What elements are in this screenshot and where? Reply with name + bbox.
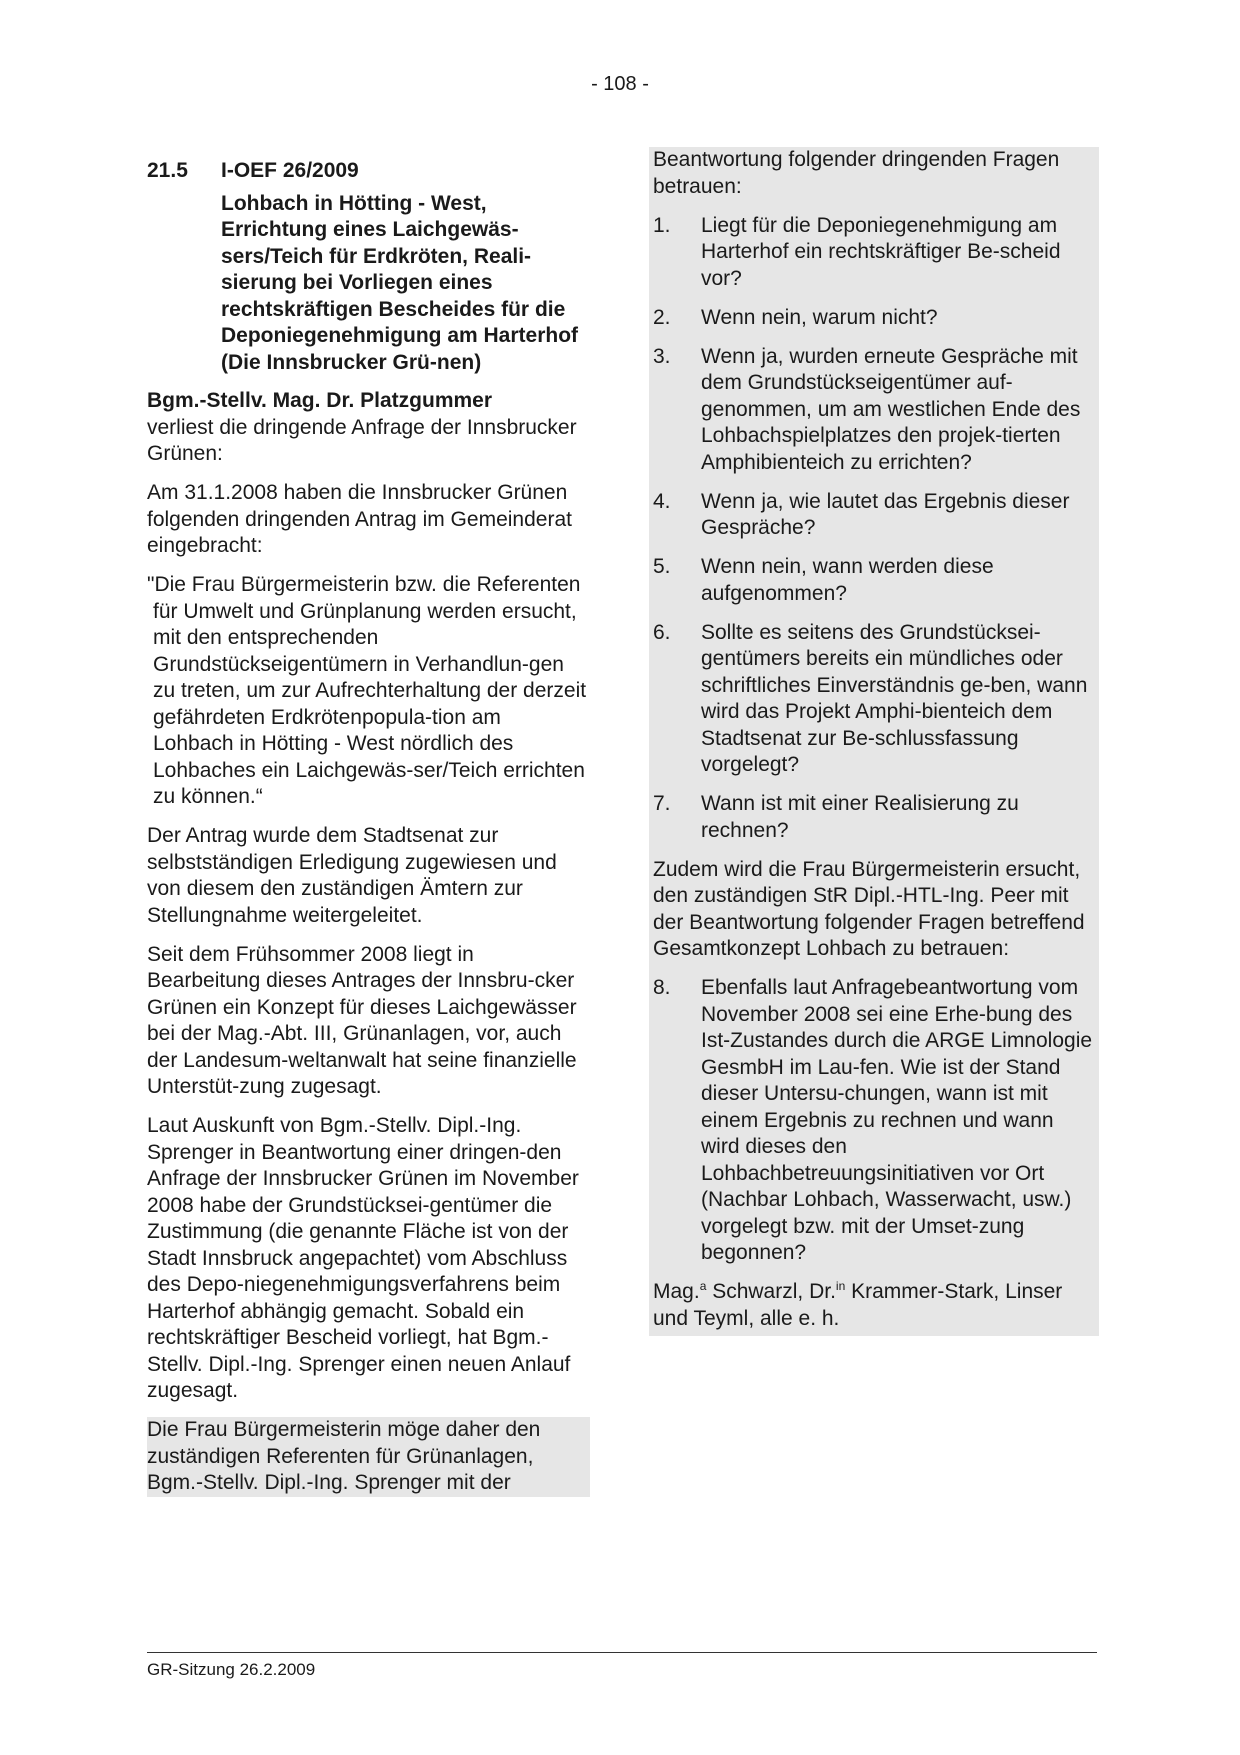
left-column	[147, 158, 587, 1509]
quoted-motion: "Die Frau Bürgermeisterin bzw. die Referenten für Umwelt und Grünplanung werden ersucht, mit den entsprechenden Grundstückseigentümern in Verhandlun-gen zu treten, um zur Aufrechterhaltung der derzeit gefährdeten Erdkrötenpopula-tion am Lohbach in Hötting - West nördlich des Lohbaches ein Laichgewäs-ser/Teich errichten zu können.“	[147, 573, 587, 808]
question-item	[653, 489, 1096, 542]
question-number: 3.	[653, 344, 671, 368]
right-column	[653, 147, 1096, 1336]
item-heading	[147, 158, 587, 185]
footer-divider	[147, 1652, 1097, 1653]
question-text: Wenn nein, wann werden diese aufgenommen?	[701, 555, 994, 605]
question-number: 8.	[653, 976, 671, 999]
question-text: Wenn ja, wie lautet das Ergebnis dieser Gespräche?	[701, 489, 1070, 539]
speaker-paragraph	[147, 388, 587, 468]
question-text: Sollte es seitens des Grundstücksei-gentümers bereits ein mündliches oder schriftliches Einverständnis ge-ben, wann wird das Projekt Amphi-bienteich dem Stadtsenat zur Be-schlussfassung vorgelegt?	[701, 620, 1088, 776]
item-code: I-OEF 26/2009	[221, 159, 359, 182]
shaded-question-block	[649, 147, 1099, 1336]
question-number: 5.	[653, 555, 671, 578]
speaker-rest: verliest die dringende Anfrage der Innsbrucker Grünen:	[147, 415, 577, 465]
question-number: 1.	[653, 213, 671, 237]
question-item	[653, 554, 1096, 607]
question-item	[653, 344, 1096, 477]
sig-superscript-a: a	[699, 1279, 707, 1293]
paragraph-5: Die Frau Bürgermeisterin möge daher den zuständigen Referenten für Grünanlagen, Bgm.-Stellv. Dipl.-Ing. Sprenger mit der	[147, 1417, 590, 1497]
question-item	[653, 975, 1096, 1267]
question-number: 7.	[653, 792, 671, 815]
question-text: Wann ist mit einer Realisierung zu rechnen?	[701, 792, 1019, 842]
sig-mag: Mag.	[653, 1280, 700, 1303]
question-item	[653, 213, 1096, 293]
questions-intro: Beantwortung folgender dringenden Fragen betrauen:	[653, 148, 1060, 198]
speaker-name: Bgm.-Stellv. Mag. Dr. Platzgummer	[147, 389, 493, 412]
footer-text: GR-Sitzung 26.2.2009	[147, 1660, 316, 1679]
paragraph-3: Seit dem Frühsommer 2008 liegt in Bearbeitung dieses Antrages der Innsbru-cker Grünen ein Konzept für dieses Laichgewässer bei der Mag.-Abt. III, Grünanlagen, vor, auch der Landesum-weltanwalt hat seine finanzielle Unterstüt-zung zugesagt.	[147, 942, 577, 1098]
question-item	[653, 791, 1096, 844]
item-title: Lohbach in Hötting - West, Errichtung eines Laichgewäs-sers/Teich für Erdkröten, Reali-sierung bei Vorliegen eines rechtskräftigen Bescheides für die Deponiegenehmigung am Harterhof (Die Innsbrucker Grü-nen)	[221, 191, 579, 374]
sig-superscript-in: in	[835, 1279, 846, 1293]
question-number: 2.	[653, 305, 671, 329]
item-number: 21.5	[147, 159, 188, 182]
sig-rest: Krammer-Stark, Linser und Teyml, alle e. h.	[653, 1280, 1063, 1330]
question-item	[653, 620, 1096, 779]
paragraph-1: Am 31.1.2008 haben die Innsbrucker Grünen folgenden dringenden Antrag im Gemeinderat eingebracht:	[147, 481, 572, 557]
question-text: Wenn ja, wurden erneute Gespräche mit dem Grundstückseigentümer auf-genommen, um am westlichen Ende des Lohbachspielplatzes den projek-tierten Amphibienteich zu errichten?	[701, 344, 1081, 474]
paragraph-zudem: Zudem wird die Frau Bürgermeisterin ersucht, den zuständigen StR Dipl.-HTL-Ing. Peer mit der Beantwortung folgender Fragen betreffend Gesamtkonzept Lohbach zu betrauen:	[653, 857, 1085, 960]
signatures	[653, 1279, 1096, 1332]
question-text: Wenn nein, warum nicht?	[701, 305, 938, 329]
page-number: - 108 -	[591, 73, 649, 95]
question-item	[653, 305, 1096, 332]
question-number: 6.	[653, 620, 671, 644]
question-text: Liegt für die Deponiegenehmigung am Harterhof ein rechtskräftiger Be-scheid vor?	[701, 213, 1061, 290]
question-number: 4.	[653, 489, 671, 513]
question-text: Ebenfalls laut Anfragebeantwortung vom November 2008 sei eine Erhe-bung des Ist-Zustandes durch die ARGE Limnologie GesmbH im Lau-fen. Wie ist der Stand dieser Untersu-chungen, wann ist mit einem Ergebnis zu rechnen und wann wird dieses den Lohbachbetreuungsinitiativen vor Ort (Nachbar Lohbach, Wasserwacht, usw.) vorgelegt bzw. mit der Umset-zung begonnen?	[701, 976, 1093, 1264]
paragraph-2: Der Antrag wurde dem Stadtsenat zur selbstständigen Erledigung zugewiesen und von diesem den zuständigen Ämtern zur Stellungnahme weitergeleitet.	[147, 824, 557, 927]
sig-mid: Schwarzl, Dr.	[706, 1280, 836, 1303]
paragraph-4: Laut Auskunft von Bgm.-Stellv. Dipl.-Ing. Sprenger in Beantwortung einer dringen-den Anfrage der Innsbrucker Grünen im November 2008 habe der Grundstücksei-gentümer die Zustimmung (die genannte Fläche ist von der Stadt Innsbruck angepachtet) vom Abschluss des Depo-niegenehmigungsverfahrens beim Harterhof abhängig gemacht. Sobald ein rechtskräftiger Bescheid vorliegt, hat Bgm.-Stellv. Dipl.-Ing. Sprenger einen neuen Anlauf zugesagt.	[147, 1114, 579, 1402]
